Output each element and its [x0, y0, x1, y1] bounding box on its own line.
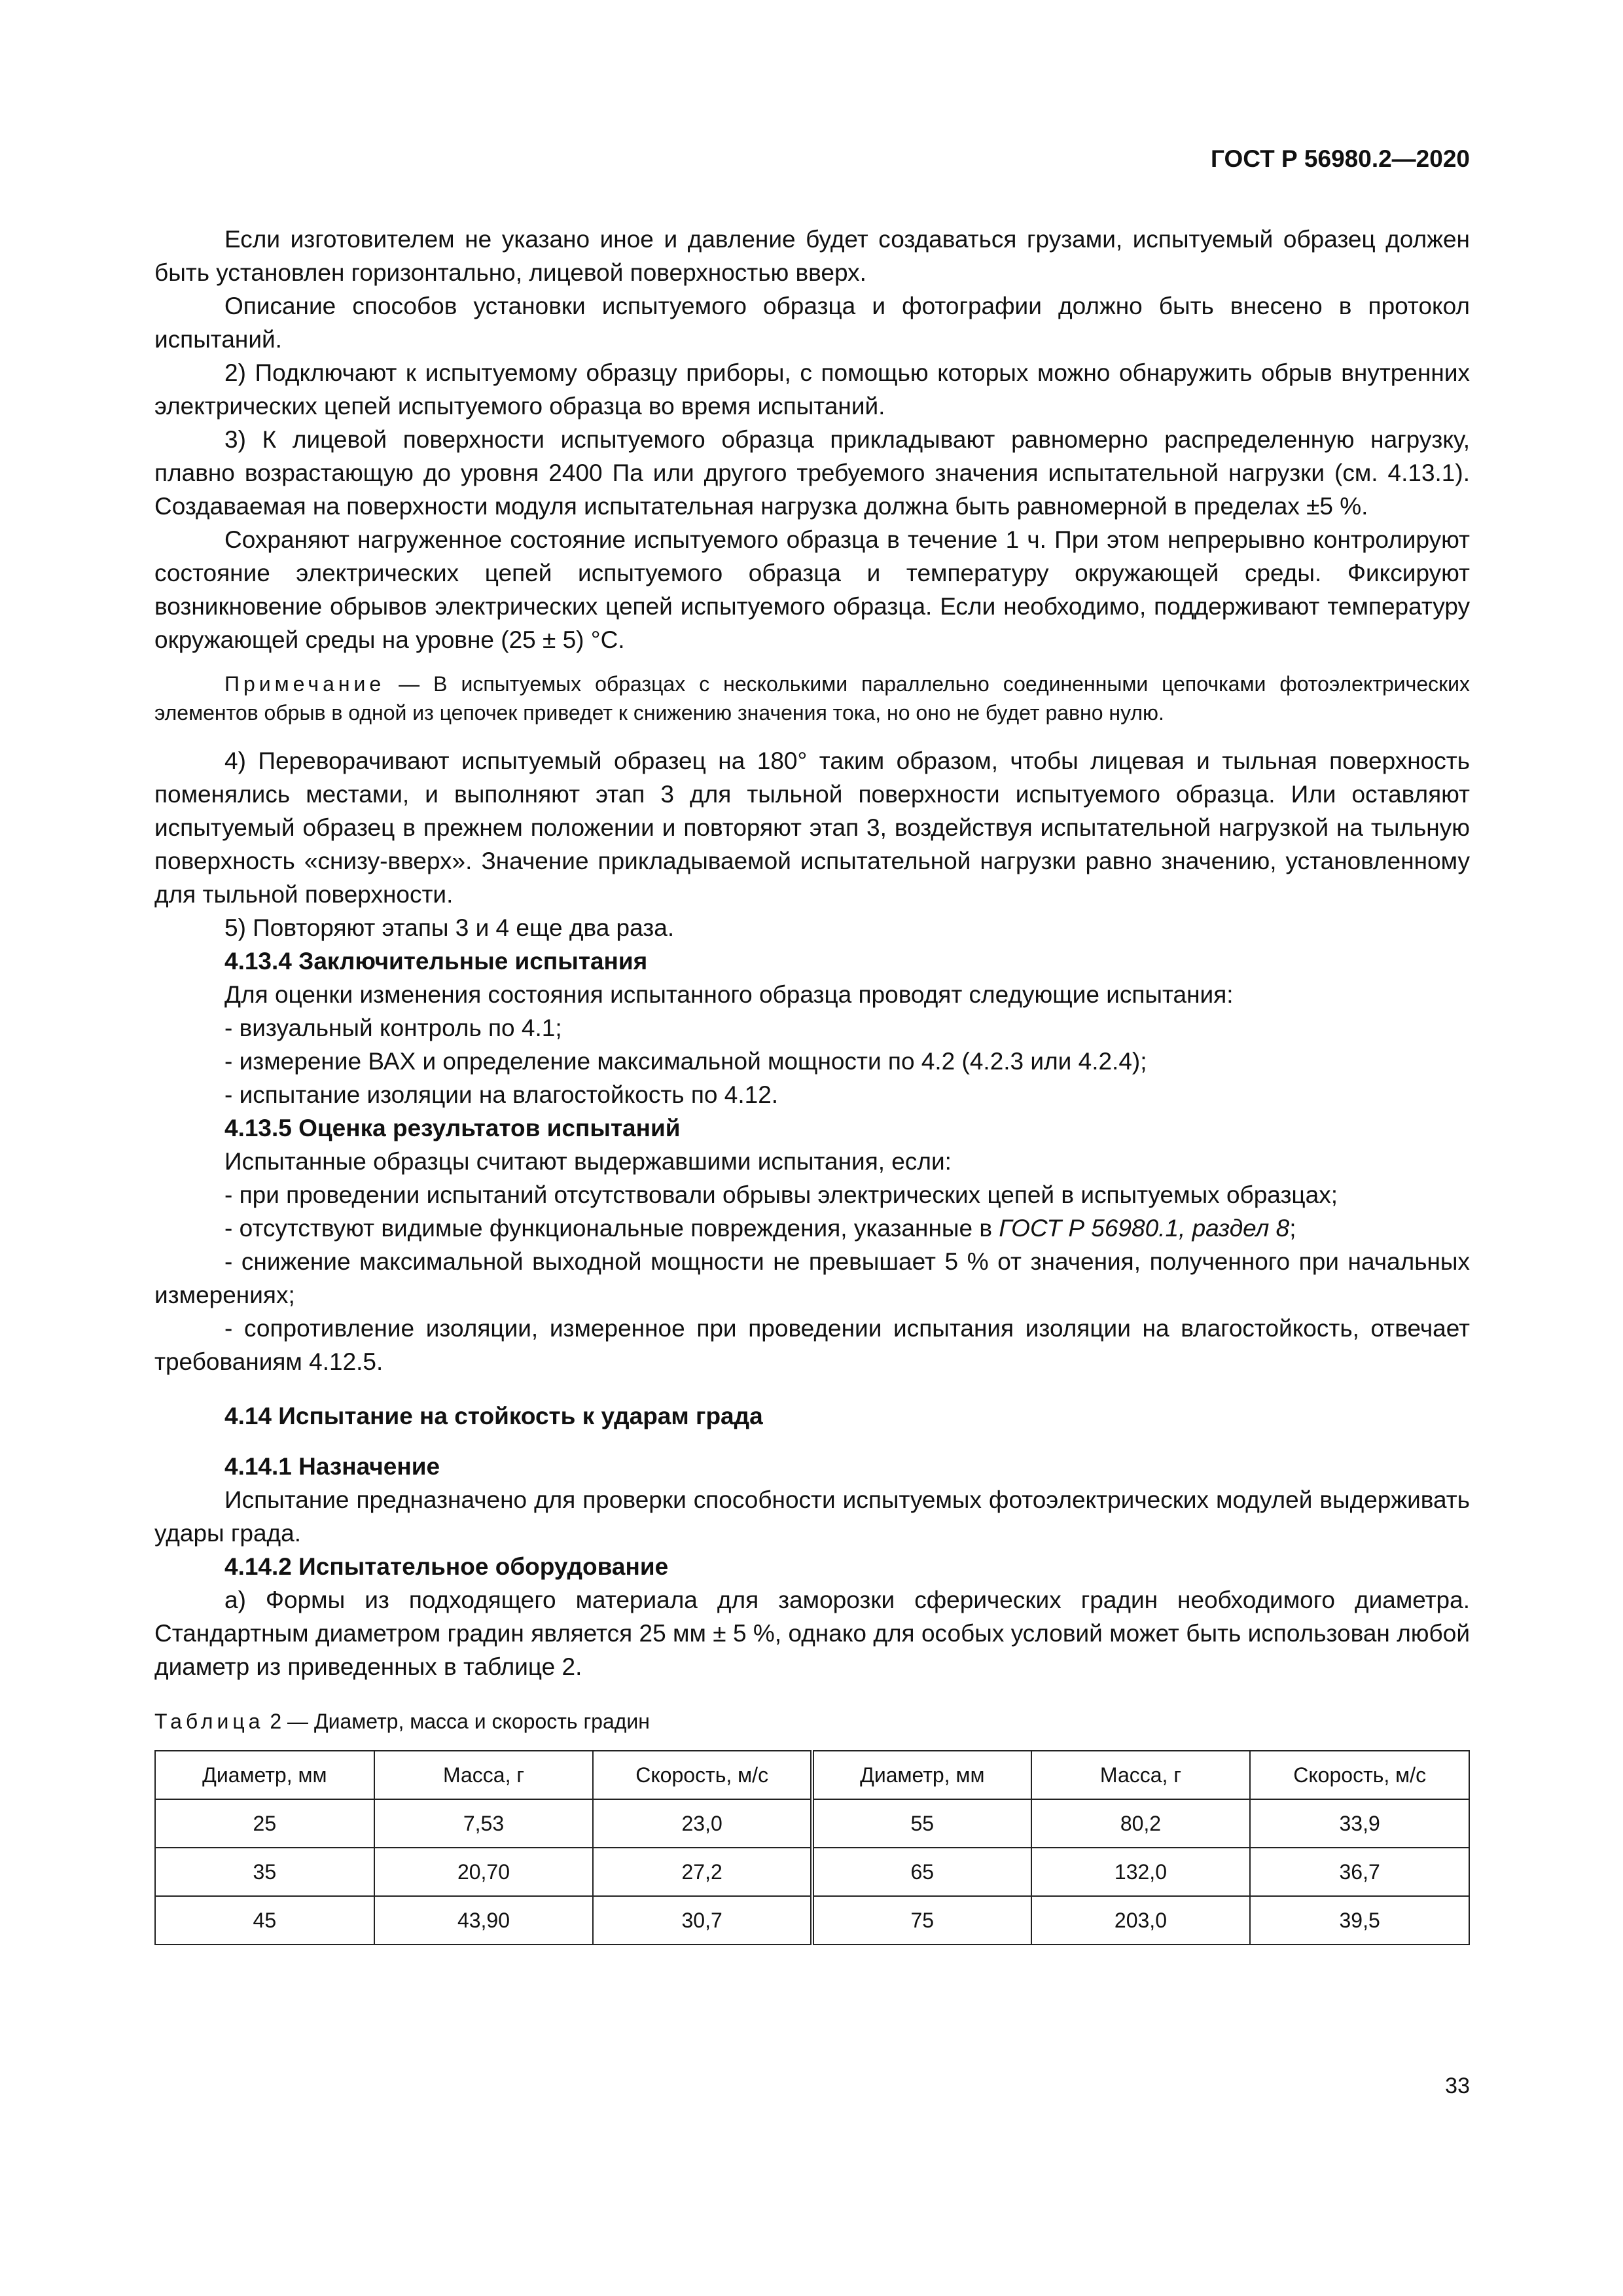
- table-caption-label: Таблица: [154, 1710, 264, 1733]
- table-cell: 45: [155, 1896, 374, 1945]
- table-caption: [154, 1707, 1470, 1736]
- table-header-row: [155, 1751, 1469, 1799]
- column-header: Масса, г: [374, 1751, 594, 1799]
- table-cell: 20,70: [374, 1848, 594, 1896]
- column-header: Скорость, м/с: [593, 1751, 812, 1799]
- standard-reference: ГОСТ Р 56980.1, раздел 8: [999, 1215, 1290, 1242]
- paragraph: 3) К лицевой поверхности испытуемого образца прикладывают равномерно распределенную нагрузку, плавно возрастающую до уровня 2400 Па или другого требуемого значения испытательной нагрузки (см. 4.13.1). Создаваемая на поверхности модуля испытательная нагрузка должна быть равномерной в пределах ±5 %.: [154, 426, 1470, 520]
- list-item: - снижение максимальной выходной мощности не превышает 5 % от значения, полученного при начальных измерениях;: [154, 1248, 1470, 1308]
- column-header: Диаметр, мм: [812, 1751, 1031, 1799]
- table-caption-text: 2 — Диаметр, масса и скорость градин: [264, 1710, 650, 1733]
- section-heading: 4.14.2 Испытательное оборудование: [224, 1553, 669, 1580]
- table-cell: 39,5: [1250, 1896, 1469, 1945]
- document-body: [154, 223, 1470, 1945]
- paragraph: 2) Подключают к испытуемому образцу приборы, с помощью которых можно обнаружить обрыв внутренних электрических цепей испытуемого образца во время испытаний.: [154, 359, 1470, 420]
- section-heading: 4.14.1 Назначение: [224, 1453, 440, 1480]
- table-cell: 203,0: [1031, 1896, 1251, 1945]
- list-item: - при проведении испытаний отсутствовали обрывы электрических цепей в испытуемых образцах;: [224, 1181, 1338, 1208]
- paragraph: Испытание предназначено для проверки способности испытуемых фотоэлектрических модулей выдерживать удары града.: [154, 1486, 1470, 1547]
- document-page: [154, 0, 1470, 2296]
- paragraph: Сохраняют нагруженное состояние испытуемого образца в течение 1 ч. При этом непрерывно контролируют состояние электрических цепей испытуемого образца и температуру окружающей среды. Фиксируют возникновение обрывов электрических цепей испытуемого образца. Если необходимо, поддерживают температуру окружающей среды на уровне (25 ± 5) °С.: [154, 526, 1470, 653]
- table-cell: 132,0: [1031, 1848, 1251, 1896]
- section-heading: 4.13.4 Заключительные испытания: [224, 948, 648, 975]
- page-number: 33: [1445, 2073, 1470, 2098]
- list-item: - сопротивление изоляции, измеренное при проведении испытания изоляции на влагостойкость, отвечает требованиям 4.12.5.: [154, 1315, 1470, 1375]
- table-cell: 27,2: [593, 1848, 812, 1896]
- list-item: [154, 1211, 1470, 1245]
- hailstone-table: [154, 1750, 1470, 1945]
- table-cell: 43,90: [374, 1896, 594, 1945]
- table-cell: 30,7: [593, 1896, 812, 1945]
- table-cell: 36,7: [1250, 1848, 1469, 1896]
- paragraph: а) Формы из подходящего материала для заморозки сферических градин необходимого диаметра. Стандартным диаметром градин является 25 мм ± 5 %, однако для особых условий может быть использован любой диаметр из приведенных в таблице 2.: [154, 1587, 1470, 1680]
- column-header: Скорость, м/с: [1250, 1751, 1469, 1799]
- paragraph: Испытанные образцы считают выдержавшими испытания, если:: [224, 1148, 952, 1175]
- list-item-end: ;: [1289, 1215, 1296, 1242]
- note-text: — В испытуемых образцах с несколькими параллельно соединенными цепочками фотоэлектрических элементов обрыв в одной из цепочек приведет к снижению значения тока, но оно не будет равно нулю.: [154, 672, 1470, 725]
- table-cell: 25: [155, 1799, 374, 1848]
- note-label: Примечание: [224, 672, 385, 696]
- paragraph: 4) Переворачивают испытуемый образец на 180° таким образом, чтобы лицевая и тыльная поверхность поменялись местами, и выполняют этап 3 для тыльной поверхности испытуемого образца. Или оставляют испытуемый образец в прежнем положении и повторяют этап 3, воздействуя испытательной нагрузкой на тыльную поверхность «снизу-вверх». Значение прикладываемой испытательной нагрузки равно значению, установленному для тыльной поверхности.: [154, 747, 1470, 908]
- column-header: Диаметр, мм: [155, 1751, 374, 1799]
- table-row: [155, 1848, 1469, 1896]
- table-cell: 80,2: [1031, 1799, 1251, 1848]
- table-cell: 23,0: [593, 1799, 812, 1848]
- paragraph: Описание способов установки испытуемого образца и фотографии должно быть внесено в протокол испытаний.: [154, 293, 1470, 353]
- list-item: - испытание изоляции на влагостойкость по 4.12.: [224, 1081, 779, 1108]
- table-cell: 35: [155, 1848, 374, 1896]
- list-item-text: - отсутствуют видимые функциональные повреждения, указанные в: [224, 1215, 999, 1242]
- section-heading: 4.14 Испытание на стойкость к ударам града: [224, 1403, 763, 1429]
- standard-header: ГОСТ Р 56980.2—2020: [1211, 145, 1470, 172]
- table-cell: 33,9: [1250, 1799, 1469, 1848]
- table-cell: 75: [812, 1896, 1031, 1945]
- table-cell: 55: [812, 1799, 1031, 1848]
- paragraph: 5) Повторяют этапы 3 и 4 еще два раза.: [224, 914, 675, 941]
- table-cell: 65: [812, 1848, 1031, 1896]
- note: [154, 670, 1470, 727]
- column-header: Масса, г: [1031, 1751, 1251, 1799]
- table-row: [155, 1799, 1469, 1848]
- table-row: [155, 1896, 1469, 1945]
- paragraph: Для оценки изменения состояния испытанного образца проводят следующие испытания:: [224, 981, 1234, 1008]
- list-item: - визуальный контроль по 4.1;: [224, 1014, 562, 1041]
- paragraph: Если изготовителем не указано иное и давление будет создаваться грузами, испытуемый образец должен быть установлен горизонтально, лицевой поверхностью вверх.: [154, 226, 1470, 286]
- section-heading: 4.13.5 Оценка результатов испытаний: [224, 1115, 681, 1141]
- table-cell: 7,53: [374, 1799, 594, 1848]
- list-item: - измерение ВАХ и определение максимальной мощности по 4.2 (4.2.3 или 4.2.4);: [224, 1048, 1147, 1075]
